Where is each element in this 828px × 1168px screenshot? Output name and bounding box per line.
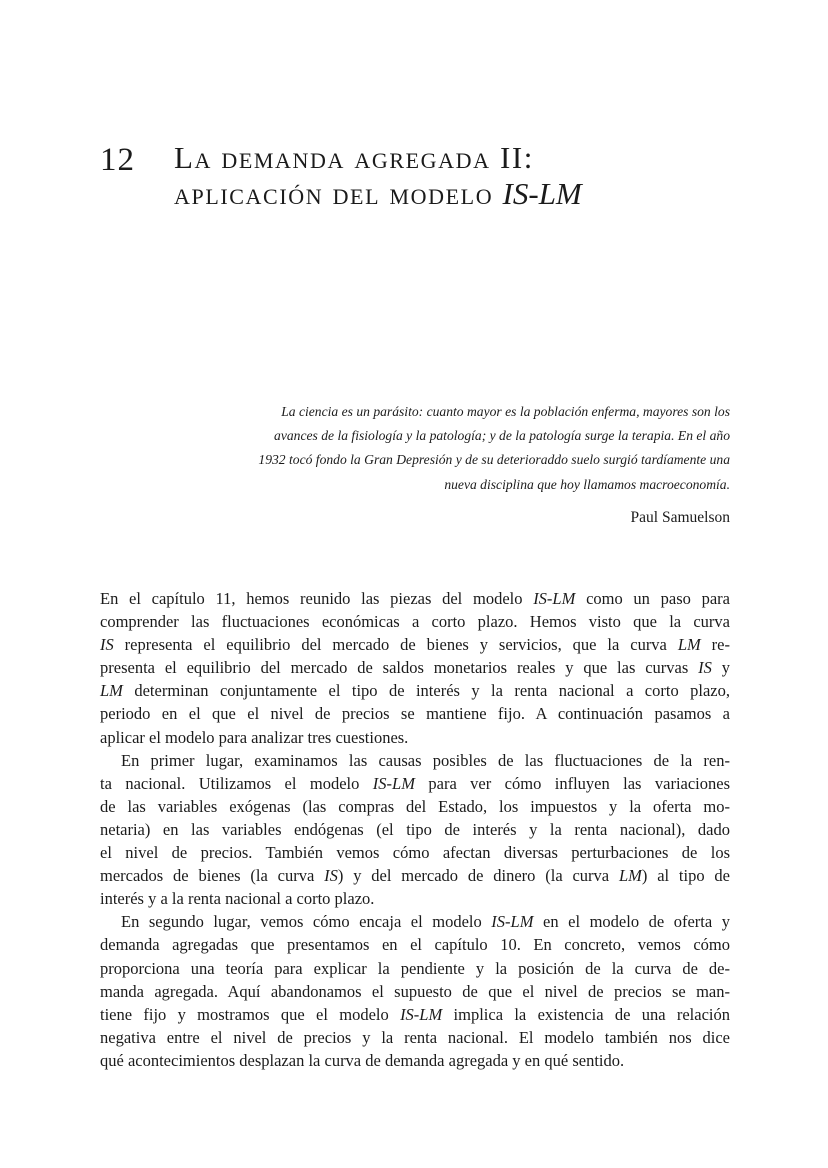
text-run: mercados de bienes (la curva	[100, 866, 325, 886]
text-run: demanda agregadas que presentamos en el capítulo 10. En concreto, vemos cómo	[100, 935, 730, 955]
text-run: En primer lugar, examinamos las causas posibles de las fluctuaciones de la ren-	[121, 750, 730, 770]
chapter-number: 12	[100, 142, 135, 178]
italic-term: IS-LM	[491, 912, 534, 932]
text-run: qué acontecimientos desplazan la curva de demanda agregada y en qué sentido.	[100, 1050, 625, 1070]
text-run: representa el equilibrio del mercado de bienes y servicios, que la curva	[113, 635, 678, 655]
text-line	[100, 957, 730, 980]
text-run: manda agregada. Aquí abandonamos el supuesto de que el nivel de precios se man-	[100, 981, 730, 1001]
epigraph-quote	[190, 400, 730, 497]
text-run: netaria) en las variables endógenas (el tipo de interés y la renta nacional), dado	[100, 819, 730, 839]
italic-term: IS	[324, 866, 338, 886]
chapter-title-model-name: IS-LM	[502, 176, 582, 211]
italic-term: LM	[618, 866, 642, 886]
text-line	[100, 910, 730, 933]
text-run: determinan conjuntamente el tipo de interés y la renta nacional a corto plazo,	[122, 681, 730, 701]
text-run: y	[711, 658, 730, 678]
chapter-title-line-1: La demanda agregada II:	[174, 140, 535, 175]
text-run: En segundo lugar, vemos cómo encaja el modelo	[121, 912, 492, 932]
text-line	[100, 702, 730, 725]
text-run: ) al tipo de	[641, 866, 730, 886]
italic-term: LM	[677, 635, 701, 655]
italic-term: IS-LM	[372, 773, 415, 793]
text-run: comprender las fluctuaciones económicas a corto plazo. Hemos visto que la curva	[100, 612, 730, 632]
epigraph-line: La ciencia es un parásito: cuanto mayor es la población enferma, mayores son los	[281, 404, 730, 419]
body-paragraph	[100, 749, 730, 911]
text-line	[100, 772, 730, 795]
text-line	[100, 933, 730, 956]
text-run: proporciona una teoría para explicar la pendiente y la posición de la curva de de-	[100, 958, 730, 978]
text-run: presenta el equilibrio del mercado de saldos monetarios reales y que las curvas	[100, 658, 699, 678]
chapter-title-line-2-text: aplicación del modelo	[174, 176, 503, 211]
text-line	[100, 1049, 730, 1072]
text-run: implica la existencia de una relación	[442, 1004, 730, 1024]
text-line	[100, 795, 730, 818]
text-run: aplicar el modelo para analizar tres cuestiones.	[100, 727, 409, 747]
epigraph-author: Paul Samuelson	[630, 508, 730, 526]
text-run: En el capítulo 11, hemos reunido las piezas del modelo	[100, 589, 534, 608]
chapter-title-line-2	[174, 176, 582, 212]
text-run: interés y a la renta nacional a corto plazo.	[100, 889, 375, 909]
epigraph-line: avances de la fisiología y la patología; y de la patología surge la terapia. En el año	[274, 428, 730, 444]
text-line	[100, 749, 730, 772]
text-run: el nivel de precios. También vemos cómo afectan diversas perturbaciones de los	[100, 843, 730, 863]
italic-term: IS-LM	[400, 1004, 443, 1024]
text-line	[100, 1003, 730, 1026]
text-line	[100, 864, 730, 887]
epigraph	[190, 400, 730, 529]
text-line	[100, 841, 730, 864]
text-line	[100, 887, 730, 910]
text-line	[100, 610, 730, 633]
italic-term: IS	[100, 635, 114, 655]
text-run: negativa entre el nivel de precios y la renta nacional. El modelo también nos dice	[100, 1027, 730, 1047]
text-line	[100, 587, 730, 610]
text-run: re-	[700, 635, 730, 655]
chapter-title	[174, 140, 582, 212]
text-line	[100, 818, 730, 841]
text-line	[100, 726, 730, 749]
body-paragraph	[100, 910, 730, 1072]
text-run: periodo en el que el nivel de precios se mantiene fijo. A continuación pasamos a	[100, 704, 730, 724]
body-text	[100, 587, 730, 1072]
text-line	[100, 980, 730, 1003]
text-line	[100, 679, 730, 702]
text-line	[100, 1026, 730, 1049]
body-paragraph	[100, 587, 730, 749]
text-run: tiene fijo y mostramos que el modelo	[100, 1004, 401, 1024]
text-run: como un paso para	[575, 589, 730, 608]
text-run: ta nacional. Utilizamos el modelo	[100, 773, 373, 793]
italic-term: LM	[100, 681, 123, 701]
text-run: en el modelo de oferta y	[533, 912, 730, 932]
text-line	[100, 656, 730, 679]
italic-term: IS	[698, 658, 712, 678]
epigraph-line: 1932 tocó fondo la Gran Depresión y de su deterioraddo suelo surgió tardíamente una	[258, 452, 730, 468]
text-line	[100, 633, 730, 656]
text-run: de las variables exógenas (las compras del Estado, los impuestos y la oferta mo-	[100, 796, 730, 816]
italic-term: IS-LM	[533, 589, 576, 608]
text-run: para ver cómo influyen las variaciones	[414, 773, 731, 793]
epigraph-line: nueva disciplina que hoy llamamos macroeconomía.	[444, 476, 730, 492]
text-run: ) y del mercado de dinero (la curva	[337, 866, 619, 886]
